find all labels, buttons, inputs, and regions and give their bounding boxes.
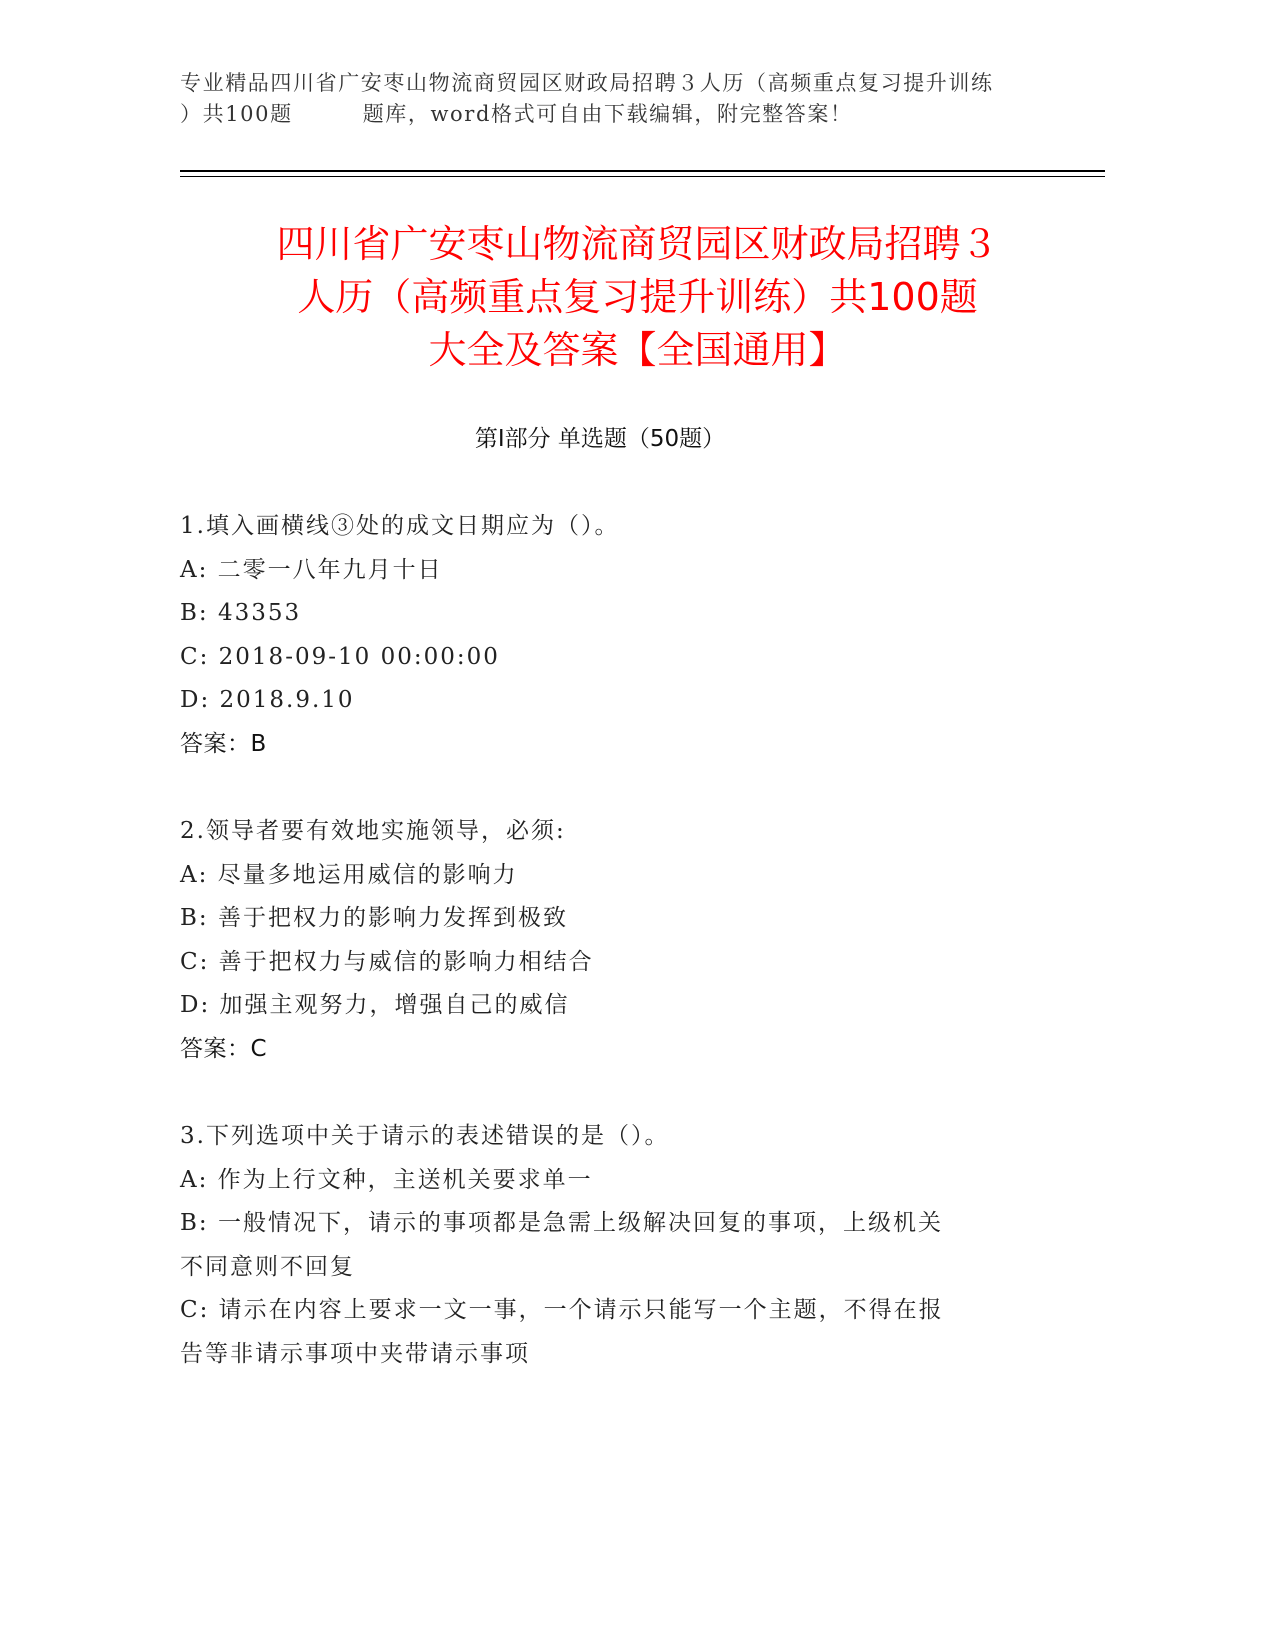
header-line	[180, 99, 1100, 130]
option: A: 尽量多地运用威信的影响力	[180, 861, 518, 888]
option: C: 善于把权力与威信的影响力相结合	[180, 948, 594, 975]
page-header	[180, 68, 1100, 130]
option: D: 2018.9.10	[180, 687, 355, 713]
title-line: 大全及答案【全国通用】	[428, 328, 847, 372]
header-divider	[180, 176, 1105, 177]
option: C: 2018-09-10 00:00:00	[180, 643, 500, 670]
document-title	[150, 218, 1125, 377]
option-continuation: 告等非请示事项中夹带请示事项	[180, 1340, 530, 1367]
header-divider	[180, 170, 1105, 172]
header-line: 专业精品四川省广安枣山物流商贸园区财政局招聘３人历（高频重点复习提升训练	[180, 71, 994, 95]
question-item	[180, 810, 1060, 1071]
answer: 答案：B	[180, 730, 267, 757]
question-stem: 1.填入画横线③处的成文日期应为（）。	[180, 513, 620, 539]
option: A: 二零一八年九月十日	[180, 556, 443, 583]
header-text: 题库，word格式可自由下载编辑，附完整答案！	[362, 102, 853, 126]
option: B: 一般情况下，请示的事项都是急需上级解决回复的事项，上级机关	[180, 1210, 943, 1236]
title-line: 四川省广安枣山物流商贸园区财政局招聘３	[276, 222, 999, 266]
header-text: ）共100题	[180, 102, 293, 126]
option: C: 请示在内容上要求一文一事，一个请示只能写一个主题，不得在报	[180, 1297, 944, 1323]
question-item	[180, 505, 1060, 766]
option-continuation: 不同意则不回复	[180, 1253, 355, 1280]
section-heading: 第Ⅰ部分 单选题（50题）	[474, 426, 726, 452]
option: D: 加强主观努力，增强自己的威信	[180, 992, 570, 1018]
option: B: 善于把权力的影响力发挥到极致	[180, 905, 568, 931]
option: B: 43353	[180, 600, 302, 626]
question-stem: 3.下列选项中关于请示的表述错误的是（）。	[180, 1123, 670, 1149]
question-item	[180, 1115, 1060, 1376]
option: A: 作为上行文种，主送机关要求单一	[180, 1166, 593, 1193]
question-stem: 2.领导者要有效地实施领导，必须:	[180, 818, 566, 844]
title-line: 人历（高频重点复习提升训练）共100题	[297, 275, 978, 319]
question-list	[180, 505, 1060, 1420]
answer: 答案：C	[180, 1035, 268, 1062]
